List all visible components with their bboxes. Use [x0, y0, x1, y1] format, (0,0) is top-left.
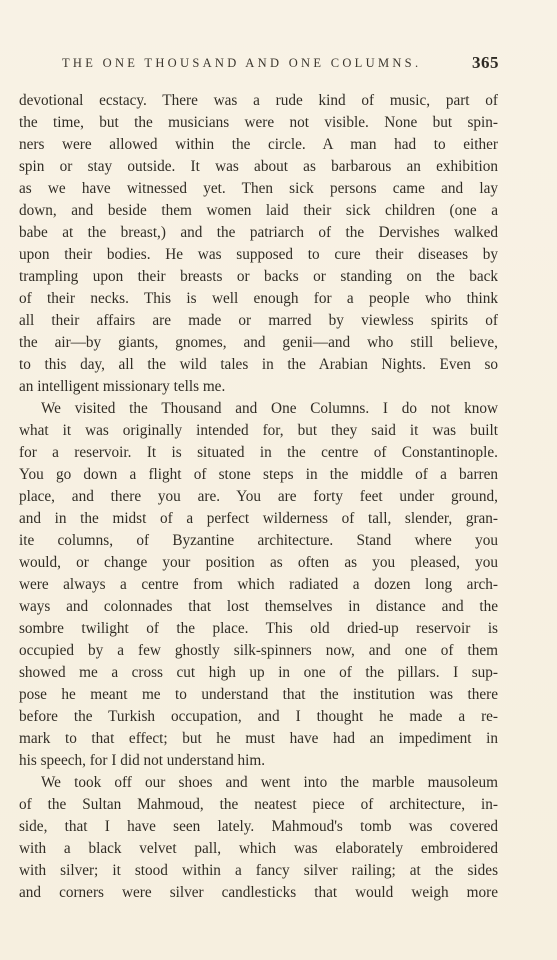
body-line: before the Turkish occupation, and I thought he made a re-	[19, 708, 498, 725]
body-line: place, and there you are. You are forty feet under ground,	[19, 488, 498, 505]
running-head: THE ONE THOUSAND AND ONE COLUMNS.	[62, 56, 422, 70]
body-line: the time, but the musicians were not visible. None but spin-	[19, 114, 498, 131]
body-line: were always a centre from which radiated a dozen long arch-	[19, 576, 498, 593]
body-line: what it was originally intended for, but they said it was built	[19, 422, 498, 439]
page-number: 365	[472, 53, 499, 72]
body-line: and in the midst of a perfect wilderness of tall, slender, gran-	[19, 510, 498, 527]
body-line: You go down a flight of stone steps in the middle of a barren	[19, 466, 498, 483]
body-line: down, and beside them women laid their sick children (one a	[19, 202, 498, 219]
body-line: We visited the Thousand and One Columns. I do not know	[41, 400, 498, 417]
body-line: as we have witnessed yet. Then sick persons came and lay	[19, 180, 498, 197]
body-line: sombre twilight of the place. This old dried-up reservoir is	[19, 620, 498, 637]
body-line: devotional ecstacy. There was a rude kind of music, part of	[19, 92, 498, 109]
body-line: mark to that effect; but he must have had an impediment in	[19, 730, 498, 747]
body-line: upon their bodies. He was supposed to cure their diseases by	[19, 246, 498, 263]
body-line: would, or change your position as often as you pleased, you	[19, 554, 498, 571]
body-line: We took off our shoes and went into the marble mausoleum	[41, 774, 498, 791]
body-line: his speech, for I did not understand him.	[19, 752, 266, 769]
body-line: ners were allowed within the circle. A man had to either	[19, 136, 498, 153]
body-line: with a black velvet pall, which was elaborately embroidered	[19, 840, 498, 857]
body-line: ite columns, of Byzantine architecture. Stand where you	[19, 532, 498, 549]
body-line: babe at the breast,) and the patriarch of the Dervishes walked	[19, 224, 498, 241]
body-line: an intelligent missionary tells me.	[19, 378, 226, 395]
body-line: of their necks. This is well enough for a people who think	[19, 290, 498, 307]
body-line: to this day, all the wild tales in the Arabian Nights. Even so	[19, 356, 498, 373]
page-header	[0, 54, 557, 78]
body-line: and corners were silver candlesticks that would weigh more	[19, 884, 498, 901]
body-line: trampling upon their breasts or backs or standing on the back	[19, 268, 498, 285]
body-line: pose he meant me to understand that the institution was there	[19, 686, 498, 703]
body-line: of the Sultan Mahmoud, the neatest piece of architecture, in-	[19, 796, 498, 813]
body-line: side, that I have seen lately. Mahmoud's tomb was covered	[19, 818, 498, 835]
body-line: the air—by giants, gnomes, and genii—and who still believe,	[19, 334, 498, 351]
body-line: with silver; it stood within a fancy silver railing; at the sides	[19, 862, 498, 879]
body-line: ways and colonnades that lost themselves in distance and the	[19, 598, 498, 615]
body-line: showed me a cross cut high up in one of the pillars. I sup-	[19, 664, 498, 681]
body-line: occupied by a few ghostly silk-spinners now, and one of them	[19, 642, 498, 659]
body-line: all their affairs are made or marred by viewless spirits of	[19, 312, 498, 329]
body-line: spin or stay outside. It was about as barbarous an exhibition	[19, 158, 498, 175]
body-line: for a reservoir. It is situated in the centre of Constantinople.	[19, 444, 498, 461]
